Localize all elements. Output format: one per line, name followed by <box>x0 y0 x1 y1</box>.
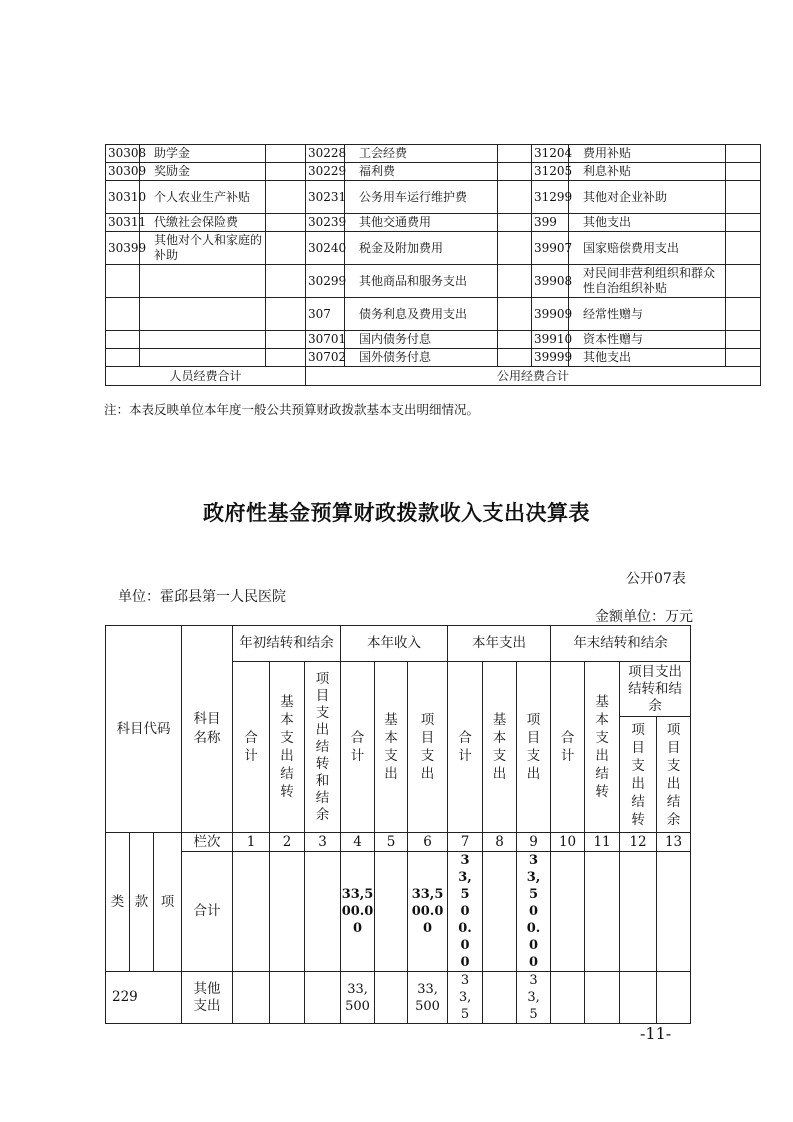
table-row <box>106 145 761 163</box>
subject-name-cell: 税金及附加费用 <box>345 232 498 265</box>
subject-code-cell: 31205 <box>532 163 569 181</box>
subject-name-cell: 债务利息及费用支出 <box>345 298 498 331</box>
subject-code-cell: 30399 <box>106 232 140 265</box>
subject-code-cell: 30229 <box>306 163 345 181</box>
lei-header: 类 <box>106 833 130 972</box>
amount-cell <box>726 181 761 214</box>
income-basic-header: 基本支出 <box>375 662 408 833</box>
unit-label: 单位：霍邱县第一人民医院 <box>118 589 286 605</box>
amount-cell <box>726 163 761 181</box>
subject-code-cell: 39910 <box>532 331 569 349</box>
row-229-c7: 33,5 <box>448 972 483 1024</box>
subject-name-cell: 国家赔偿费用支出 <box>569 232 726 265</box>
amount-cell <box>266 163 306 181</box>
page-number: -11- <box>640 1024 672 1043</box>
subject-name-cell <box>140 265 266 298</box>
table-row <box>106 265 761 298</box>
row-229-c4: 33,500 <box>341 972 375 1024</box>
amount-cell <box>266 145 306 163</box>
end-project-carry-only-header: 项目支出结转 <box>620 717 657 833</box>
subject-code-cell: 39908 <box>532 265 569 298</box>
subject-code-cell: 30308 <box>106 145 140 163</box>
table-row <box>106 349 761 367</box>
table-row <box>106 298 761 331</box>
subject-name-cell: 利息补贴 <box>569 163 726 181</box>
carryover-end-header: 年末结转和结余 <box>551 626 691 662</box>
begin-project-carry-header: 项目支出结转和结余 <box>305 662 341 833</box>
amount-cell <box>726 214 761 232</box>
subject-name-cell: 经常性赠与 <box>569 298 726 331</box>
subject-name-cell: 公务用车运行维护费 <box>345 181 498 214</box>
personnel-total-label: 人员经费合计 <box>106 367 306 386</box>
begin-total-header: 合计 <box>233 662 270 833</box>
row-229-code: 229 <box>106 972 182 1024</box>
public-total-label: 公用经费合计 <box>306 367 761 386</box>
table-row <box>106 214 761 232</box>
subject-name-cell: 助学金 <box>140 145 266 163</box>
table-row <box>106 163 761 181</box>
kuan-header: 款 <box>130 833 154 972</box>
subject-name-cell: 费用补贴 <box>569 145 726 163</box>
subject-code-cell: 30228 <box>306 145 345 163</box>
subject-code-cell <box>106 349 140 367</box>
income-header: 本年收入 <box>341 626 448 662</box>
amount-cell <box>498 214 532 232</box>
column-number: 2 <box>270 833 305 852</box>
subject-code-cell: 39907 <box>532 232 569 265</box>
column-number: 1 <box>233 833 270 852</box>
column-number: 10 <box>551 833 585 852</box>
amount-cell <box>498 181 532 214</box>
subject-code-cell <box>106 331 140 349</box>
xiang-header: 项 <box>154 833 182 972</box>
form-number: 公开07表 <box>626 571 686 587</box>
table-note: 注：本表反映单位本年度一般公共预算财政拨款基本支出明细情况。 <box>104 402 480 417</box>
amount-cell <box>498 331 532 349</box>
column-number: 4 <box>341 833 375 852</box>
page-title: 政府性基金预算财政拨款收入支出决算表 <box>203 501 590 525</box>
total-c4: 33,500.00 <box>341 852 375 972</box>
amount-cell <box>266 349 306 367</box>
column-number: 12 <box>620 833 657 852</box>
subject-code-cell: 30310 <box>106 181 140 214</box>
column-number: 3 <box>305 833 341 852</box>
table-row <box>106 181 761 214</box>
table-row <box>106 232 761 265</box>
column-number: 8 <box>483 833 517 852</box>
table-row <box>106 331 761 349</box>
subject-code-cell: 30240 <box>306 232 345 265</box>
begin-basic-carry-header: 基本支出结转 <box>270 662 305 833</box>
total-row-label: 合计 <box>182 852 233 972</box>
end-project-carry-header: 项目支出结转和结余 <box>620 662 691 717</box>
amount-cell <box>726 145 761 163</box>
column-number: 11 <box>585 833 620 852</box>
amount-cell <box>266 298 306 331</box>
subject-name-cell: 其他交通费用 <box>345 214 498 232</box>
end-project-surplus-header: 项目支出结余 <box>657 717 691 833</box>
subject-name-cell: 国内债务付息 <box>345 331 498 349</box>
row-229-c9: 33,5 <box>517 972 551 1024</box>
subject-name-cell: 工会经费 <box>345 145 498 163</box>
subject-name-cell: 其他对企业补助 <box>569 181 726 214</box>
exp-basic-header: 基本支出 <box>483 662 517 833</box>
subject-code-cell: 30701 <box>306 331 345 349</box>
amount-cell <box>498 145 532 163</box>
row-229-c6: 33,500 <box>408 972 448 1024</box>
subject-code-cell <box>106 265 140 298</box>
subject-name-cell: 其他支出 <box>569 214 726 232</box>
subject-code-cell: 30311 <box>106 214 140 232</box>
subject-code-header: 科目代码 <box>106 626 182 833</box>
column-number: 6 <box>408 833 448 852</box>
subject-code-cell <box>106 298 140 331</box>
expenditure-header: 本年支出 <box>448 626 551 662</box>
column-number: 5 <box>375 833 408 852</box>
column-number: 13 <box>657 833 691 852</box>
subject-code-cell: 30309 <box>106 163 140 181</box>
amount-cell <box>498 232 532 265</box>
amount-cell <box>498 265 532 298</box>
subject-name-cell: 福利费 <box>345 163 498 181</box>
income-project-header: 项目支出 <box>408 662 448 833</box>
subject-code-cell: 39999 <box>532 349 569 367</box>
fund-budget-table <box>105 625 691 1024</box>
subject-code-cell: 399 <box>532 214 569 232</box>
total-c7: 33,500.00 <box>448 852 483 972</box>
total-c6: 33,500.00 <box>408 852 448 972</box>
subject-name-cell: 其他商品和服务支出 <box>345 265 498 298</box>
expense-detail-table <box>105 144 761 386</box>
subject-code-cell: 30231 <box>306 181 345 214</box>
subject-name-cell: 代缴社会保险费 <box>140 214 266 232</box>
subject-code-cell: 39909 <box>532 298 569 331</box>
total-c9: 33,500.00 <box>517 852 551 972</box>
carryover-begin-header: 年初结转和结余 <box>233 626 341 662</box>
amount-cell <box>726 298 761 331</box>
amount-cell <box>266 214 306 232</box>
column-number: 9 <box>517 833 551 852</box>
amount-cell <box>726 265 761 298</box>
amount-cell <box>726 349 761 367</box>
income-total-header: 合计 <box>341 662 375 833</box>
column-number: 7 <box>448 833 483 852</box>
subject-code-cell: 30299 <box>306 265 345 298</box>
amount-cell <box>266 232 306 265</box>
amount-cell <box>498 349 532 367</box>
amount-cell <box>498 163 532 181</box>
subject-name-cell <box>140 331 266 349</box>
end-basic-carry-header: 基本支出结转 <box>585 662 620 833</box>
subject-name-cell <box>140 298 266 331</box>
amount-cell <box>266 265 306 298</box>
amount-cell <box>726 232 761 265</box>
end-total-header: 合计 <box>551 662 585 833</box>
subject-name-cell: 其他支出 <box>569 349 726 367</box>
subject-name-header: 科目名称 <box>182 626 233 833</box>
exp-project-header: 项目支出 <box>517 662 551 833</box>
row-229-name: 其他支出 <box>182 972 233 1024</box>
subject-code-cell: 31204 <box>532 145 569 163</box>
subject-name-cell: 对民间非营利组织和群众性自治组织补贴 <box>569 265 726 298</box>
amount-cell <box>266 181 306 214</box>
amount-cell <box>266 331 306 349</box>
subject-name-cell <box>140 349 266 367</box>
amount-unit-label: 金额单位：万元 <box>595 609 693 625</box>
amount-cell <box>726 331 761 349</box>
subject-code-cell: 307 <box>306 298 345 331</box>
subject-name-cell: 资本性赠与 <box>569 331 726 349</box>
subject-code-cell: 31299 <box>532 181 569 214</box>
exp-total-header: 合计 <box>448 662 483 833</box>
subject-code-cell: 30239 <box>306 214 345 232</box>
subject-code-cell: 30702 <box>306 349 345 367</box>
row-no-label: 栏次 <box>182 833 233 852</box>
amount-cell <box>498 298 532 331</box>
subject-name-cell: 国外债务付息 <box>345 349 498 367</box>
subject-name-cell: 其他对个人和家庭的补助 <box>140 232 266 265</box>
subject-name-cell: 个人农业生产补贴 <box>140 181 266 214</box>
subject-name-cell: 奖励金 <box>140 163 266 181</box>
